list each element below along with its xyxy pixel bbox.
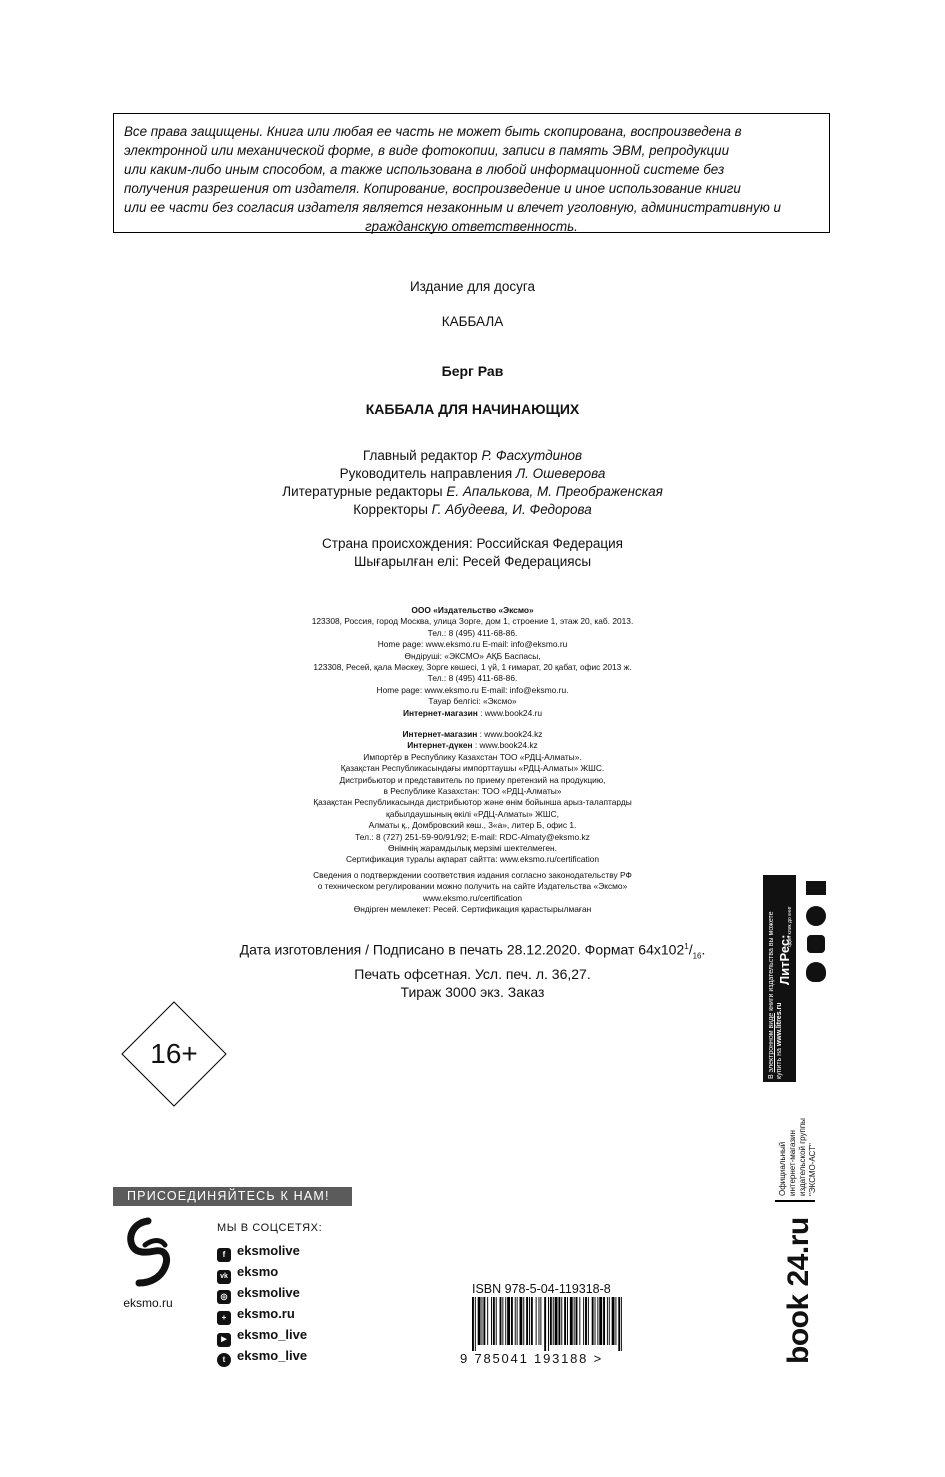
credit-names: Е. Апалькова, М. Преображенская xyxy=(446,484,663,499)
barcode-bar xyxy=(603,1297,605,1345)
barcode-bar xyxy=(576,1297,578,1345)
book24-divider xyxy=(775,1200,815,1202)
barcode-bar xyxy=(482,1297,483,1345)
author: Берг Рав xyxy=(441,363,504,379)
barcode-bar xyxy=(583,1297,584,1345)
site-label[interactable]: eksmo.ru xyxy=(123,1296,173,1310)
vk-icon: vk xyxy=(217,1270,231,1284)
barcode-bar xyxy=(500,1297,502,1345)
social-item-youtube[interactable] xyxy=(217,1327,307,1343)
credit-names: Л. Ошеверова xyxy=(515,466,606,481)
pub-line: Интернет-магазин : www.book24.kz xyxy=(402,729,543,739)
credit-role: Литературные редакторы xyxy=(282,484,443,499)
pub-line: қабылдаушының өкілі «РДЦ-Алматы» ЖШС, xyxy=(386,808,559,819)
origin xyxy=(0,535,945,571)
book24-desc-1: Официальный xyxy=(778,1141,787,1196)
barcode-bar xyxy=(588,1297,589,1345)
origin-line: Страна происхождения: Российская Федерация xyxy=(322,536,623,551)
barcode-bar xyxy=(585,1297,587,1345)
barcode-bar xyxy=(558,1297,560,1345)
rights-notice xyxy=(113,113,830,233)
barcode-bar xyxy=(607,1297,608,1345)
pub-line: Тел.: 8 (727) 251-59-90/91/92; E-mail: RDC-Almaty@eksmo.kz xyxy=(355,831,590,842)
barcode-bar xyxy=(579,1297,580,1345)
pub-line: Тел.: 8 (495) 411-68-86. xyxy=(427,627,518,638)
barcode-bar xyxy=(531,1297,533,1345)
social-label: eksmo xyxy=(237,1264,279,1279)
windows-icon xyxy=(806,881,826,895)
barcode-bar xyxy=(544,1297,546,1351)
rights-line: гражданскую ответственность. xyxy=(365,219,578,234)
barcode-bar xyxy=(472,1297,474,1351)
publisher-block-2 xyxy=(0,729,945,866)
credit-line xyxy=(0,483,945,501)
social-label: eksmo_live xyxy=(237,1348,308,1363)
twitter-icon: t xyxy=(217,1353,231,1367)
book24-desc-4: "ЭКСМО-АСТ" xyxy=(808,1143,817,1196)
litres-tagline: один клик до книг xyxy=(787,906,793,947)
social-label: eksmo.ru xyxy=(237,1306,295,1321)
pub-line: Өндірген мемлекет: Ресей. Сертификация қарастырылмаған xyxy=(353,904,592,915)
barcode-bar xyxy=(618,1297,620,1351)
barcode-bar xyxy=(487,1297,488,1345)
pub-line: Өндіруші: «ЭКСМО» АҚБ Баспасы, xyxy=(404,650,541,661)
barcode-bar xyxy=(567,1297,568,1345)
barcode-bar xyxy=(592,1297,594,1345)
pub-line: 123308, Ресей, қала Мәскеу, Зорге көшесі, 1 үй, 1 ғимарат, 20 қабат, офис 2013 ж. xyxy=(313,662,632,673)
barcode-bar xyxy=(511,1297,513,1345)
ok-icon: + xyxy=(217,1311,231,1325)
rights-line: или ее части без согласия издателя является незаконным и влечет уголовную, административную и xyxy=(124,200,781,215)
rights-line: получения разрешения от издателя. Копирование, воспроизведение и иное использование книги xyxy=(124,181,741,196)
pub-line: Тел.: 8 (495) 411-68-86. xyxy=(427,673,518,684)
barcode-bar xyxy=(599,1297,602,1345)
barcode-bar xyxy=(597,1297,598,1345)
book24-desc xyxy=(778,1120,828,1200)
apple-icon xyxy=(806,962,826,982)
rights-line: электронной или механической форме, в виде фотокопии, записи в память ЭВМ, репродукции xyxy=(124,143,730,158)
barcode-bar xyxy=(526,1297,528,1345)
social-item-twitter[interactable] xyxy=(217,1348,307,1364)
windows-phone-icon xyxy=(806,906,826,926)
pub-line: Қазақстан Республикасындағы импорттаушы «РДЦ-Алматы» ЖШС. xyxy=(340,763,605,774)
isbn: ISBN 978-5-04-119318-8 xyxy=(472,1282,611,1296)
instagram-icon: ◎ xyxy=(217,1290,231,1304)
barcode-bar xyxy=(529,1297,530,1345)
barcode-bar xyxy=(520,1297,523,1345)
age-rating: 16+ xyxy=(150,1038,198,1069)
credits xyxy=(0,447,945,519)
pub-line: 123308, Россия, город Москва, улица Зорге, дом 1, строение 1, этаж 20, каб. 2013. xyxy=(311,616,634,627)
publisher-block-1 xyxy=(0,605,945,719)
barcode-bar xyxy=(507,1297,510,1345)
barcode-bar xyxy=(595,1297,596,1345)
pub-line: Алматы қ., Домбровский көш., 3«а», литер Б, офис 1. xyxy=(368,820,577,831)
facebook-icon: f xyxy=(217,1248,231,1262)
litres-line-1: В электронном виде книги издательства вы можете xyxy=(768,911,775,1079)
barcode-bar xyxy=(475,1297,476,1351)
pub-line: в Республике Казахстан: ТОО «РДЦ-Алматы» xyxy=(383,786,562,797)
barcode-bar xyxy=(550,1297,552,1345)
rights-line: Все права защищены. Книга или любая ее часть не может быть скопирована, воспроизведена в xyxy=(124,124,742,139)
barcode-bar xyxy=(502,1297,503,1345)
credit-names: Р. Фасхутдинов xyxy=(481,448,583,463)
barcode-bar xyxy=(483,1297,485,1345)
pub-line: ООО «Издательство «Эксмо» xyxy=(411,605,534,615)
pub-line: Сертификация туралы ақпарат сайтта: www.eksmo.ru/certification xyxy=(345,854,600,865)
barcode-bar xyxy=(555,1297,558,1345)
litres-line-2: купить на www.litres.ru xyxy=(776,1002,783,1079)
edition-type: Издание для досуга xyxy=(409,279,536,294)
litres-brand: ЛитРес: xyxy=(777,934,792,985)
barcode xyxy=(472,1297,622,1351)
social-item-facebook[interactable] xyxy=(217,1243,300,1259)
pub-line: Home page: www.eksmo.ru E-mail: info@eksmo.ru xyxy=(377,639,568,650)
barcode-bar xyxy=(609,1297,610,1345)
credit-line xyxy=(0,465,945,483)
book24-desc-2: интернет-магазин xyxy=(788,1130,797,1196)
credit-line xyxy=(0,447,945,465)
pub-line: Өнімнің жарамдылық мерзімі шектелмеген. xyxy=(388,843,557,854)
book24-brand-wrap[interactable] xyxy=(782,1218,822,1366)
print-line-3: Тираж 3000 экз. Заказ xyxy=(400,984,545,1001)
print-info xyxy=(0,938,945,1001)
join-banner: ПРИСОЕДИНЯЙТЕСЬ К НАМ! xyxy=(113,1187,352,1206)
print-line-1: Дата изготовления / Подписано в печать 28.12.2020. Формат $64x102^1/_{16}$. xyxy=(239,941,706,961)
social-header: МЫ В СОЦСЕТЯХ: xyxy=(217,1222,323,1234)
credit-role: Руководитель направления xyxy=(339,466,513,481)
barcode-bar xyxy=(612,1297,615,1345)
social-item-instagram[interactable] xyxy=(217,1285,300,1301)
pub-line: Интернет-дүкен : www.book24.kz xyxy=(407,740,538,751)
pub-line: о техническом регулировании можно получить на сайте Издательства «Эксмо» xyxy=(317,881,628,892)
pub-line: Қазақстан Республикасында дистрибьютор және өнім бойынша арыз-талаптарды xyxy=(313,797,632,808)
barcode-bar xyxy=(615,1297,616,1345)
barcode-bar xyxy=(561,1297,562,1345)
social-label: eksmo_live xyxy=(237,1327,308,1342)
pub-line: Интернет-магазин : www.book24.ru xyxy=(402,707,543,718)
print-line-2: Печать офсетная. Усл. печ. л. 36,27. xyxy=(354,966,591,983)
eksmo-logo xyxy=(125,1217,171,1289)
android-icon xyxy=(807,935,825,953)
barcode-bar xyxy=(540,1297,541,1345)
origin-line: Шығарылған елі: Ресей Федерациясы xyxy=(353,554,592,569)
barcode-bar xyxy=(505,1297,506,1345)
credit-names: Г. Абудеева, И. Федорова xyxy=(431,502,592,517)
barcode-bar xyxy=(539,1297,540,1345)
social-label: eksmolive xyxy=(237,1243,300,1258)
credit-line xyxy=(0,501,945,519)
barcode-bar xyxy=(570,1297,573,1345)
pub-line: Сведения о подтверждении соответствия издания согласно законодательству РФ xyxy=(313,870,632,880)
social-item-vk[interactable] xyxy=(217,1264,278,1280)
barcode-bar xyxy=(478,1297,481,1345)
credit-role: Главный редактор xyxy=(362,448,478,463)
barcode-bar xyxy=(621,1297,622,1351)
book24-brand: book 24.ru xyxy=(782,1217,815,1364)
barcode-bar xyxy=(515,1297,516,1345)
barcode-bar xyxy=(517,1297,518,1345)
publisher-block-3 xyxy=(0,870,945,916)
barcode-bar xyxy=(536,1297,537,1345)
barcode-bar xyxy=(496,1297,497,1345)
book-title: КАББАЛА ДЛЯ НАЧИНАЮЩИХ xyxy=(365,401,580,417)
litres-text xyxy=(763,875,796,1082)
category: КАББАЛА xyxy=(441,314,504,329)
pub-line: Дистрибьютор и представитель по приему претензий на продукцию, xyxy=(339,774,606,785)
youtube-icon: ▶ xyxy=(217,1333,231,1347)
rights-line: или каким-либо иным способом, а также использована в любой информационной системе без xyxy=(124,162,725,177)
barcode-bar xyxy=(574,1297,575,1345)
pub-line: www.eksmo.ru/certification xyxy=(422,892,523,903)
barcode-bar xyxy=(493,1297,495,1345)
barcode-bar xyxy=(553,1297,554,1345)
pub-line: Home page: www.eksmo.ru E-mail: info@eksmo.ru. xyxy=(376,684,569,695)
barcode-bar xyxy=(523,1297,524,1345)
barcode-bar xyxy=(491,1297,492,1345)
social-item-ok[interactable] xyxy=(217,1306,295,1322)
barcode-bar xyxy=(564,1297,566,1345)
book24-desc-3: издательской группы xyxy=(798,1118,807,1196)
barcode-digits: 9 785041 193188 > xyxy=(460,1351,604,1366)
pub-line: Тауар белгісі: «Эксмо» xyxy=(428,696,517,707)
pub-line: Импортёр в Республику Казахстан ТОО «РДЦ-Алматы». xyxy=(363,751,582,762)
credit-role: Корректоры xyxy=(353,502,428,517)
barcode-bar xyxy=(548,1297,549,1351)
social-label: eksmolive xyxy=(237,1285,300,1300)
